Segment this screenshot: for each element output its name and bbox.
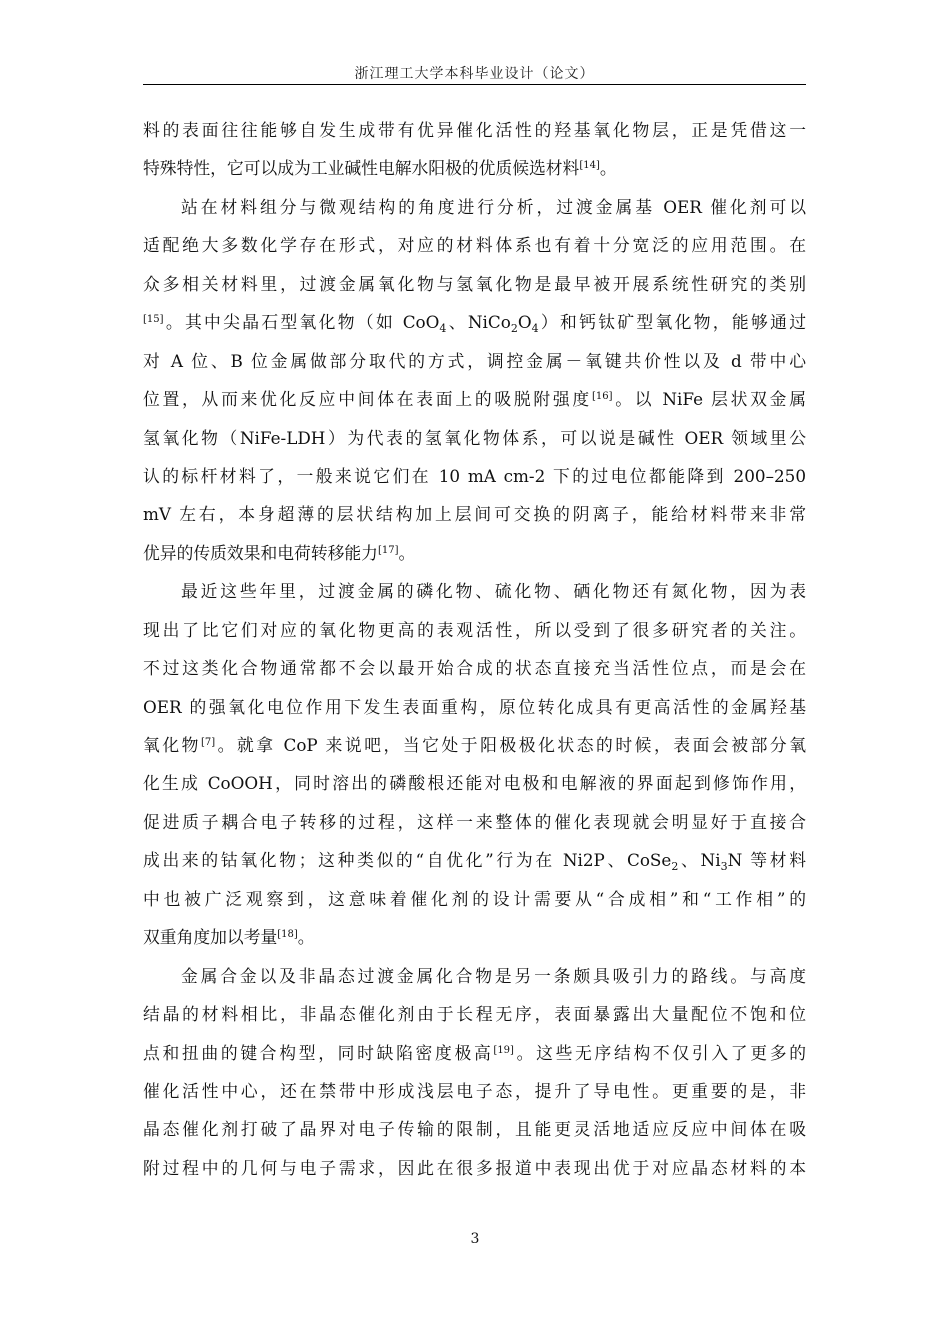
- running-header: 浙江理工大学本科毕业设计（论文）: [354, 66, 595, 82]
- text-line: [143, 572, 806, 610]
- header-rule: [143, 84, 806, 85]
- text-line: [143, 342, 806, 380]
- line-text: 。其中尖晶石型氧化物（如 CoO: [163, 312, 440, 333]
- text-line: [143, 111, 806, 149]
- subscript: 4: [531, 322, 539, 336]
- line-text: ）和钙钛矿型氧化物，能够通过: [538, 312, 806, 333]
- body-text: [143, 111, 806, 1187]
- text-line: [143, 995, 806, 1033]
- text-line: [143, 841, 806, 879]
- text-line: [143, 534, 806, 572]
- line-text: 。: [599, 158, 617, 179]
- line-text: 催化活性中心，还在禁带中形成浅层电子态，提升了导电性。更重要的是，非: [143, 1080, 806, 1101]
- text-line: [143, 149, 806, 187]
- line-text: 成出来的钴氧化物；这种类似的“自优化”行为在 Ni2P、CoSe: [143, 850, 672, 871]
- line-text: 不过这类化合物通常都不会以最开始合成的状态直接充当活性位点，而是会在: [143, 658, 806, 679]
- text-line: [143, 880, 806, 918]
- subscript: 4: [439, 322, 447, 336]
- subscript: 2: [671, 860, 679, 874]
- line-text: 。: [398, 542, 416, 563]
- text-line: [143, 226, 806, 264]
- text-line: [143, 1034, 806, 1072]
- line-text: 附过程中的几何与电子需求，因此在很多报道中表现出优于对应晶态材料的本: [143, 1157, 806, 1178]
- text-line: [143, 265, 806, 303]
- line-text: 晶态催化剂打破了晶界对电子传输的限制，且能更灵活地适应反应中间体在吸: [143, 1119, 806, 1140]
- line-text: 化生成 CoOOH，同时溶出的磷酸根还能对电极和电解液的界面起到修饰作用，: [143, 773, 806, 794]
- text-line: [143, 1149, 806, 1187]
- text-line: [143, 188, 806, 226]
- line-text: 结晶的材料相比，非晶态催化剂由于长程无序，表面暴露出大量配位不饱和位: [143, 1004, 806, 1025]
- line-text: 氧化物: [143, 735, 201, 755]
- citation-ref: [15]: [143, 314, 164, 326]
- line-text: 适配绝大多数化学存在形式，对应的材料体系也有着十分宽泛的应用范围。在: [143, 235, 806, 256]
- citation-ref: [7]: [200, 737, 216, 748]
- line-text: 。以 NiFe 层状双金属: [612, 389, 806, 410]
- subscript: 2: [510, 322, 518, 336]
- text-line: [143, 303, 806, 341]
- line-text: N 等材料: [727, 850, 806, 871]
- line-text: 现出了比它们对应的氧化物更高的表观活性，所以受到了很多研究者的关注。: [143, 619, 806, 640]
- line-text: mV 左右，本身超薄的层状结构加上层间可交换的阴离子，能给材料带来非常: [143, 504, 806, 525]
- line-text: 站在材料组分与微观结构的角度进行分析，过渡金属基 OER 催化剂可以: [181, 196, 806, 217]
- line-text: 位置，从而来优化反应中间体在表面上的吸脱附强度: [143, 389, 592, 410]
- line-text: 。这些无序结构不仅引入了更多的: [513, 1042, 806, 1063]
- text-line: [143, 495, 806, 533]
- text-line: [143, 1072, 806, 1110]
- line-text: 点和扭曲的键合构型，同时缺陷密度极高: [143, 1042, 494, 1063]
- subscript: 3: [720, 860, 728, 874]
- text-line: [143, 918, 806, 956]
- line-text: 优异的传质效果和电荷转移能力: [143, 542, 378, 563]
- text-line: [143, 649, 806, 687]
- citation-ref: [18]: [277, 929, 298, 941]
- line-text: OER 的强氧化电位作用下发生表面重构，原位转化成具有更高活性的金属羟基: [143, 696, 806, 717]
- line-text: 氢氧化物（NiFe-LDH）为代表的氢氧化物体系，可以说是碱性 OER 领域里公: [143, 427, 806, 448]
- line-text: 、Ni: [678, 850, 721, 871]
- page-number: 3: [470, 1231, 480, 1247]
- line-text: O: [517, 312, 532, 333]
- text-line: [143, 803, 806, 841]
- line-text: 金属合金以及非晶态过渡金属化合物是另一条颇具吸引力的路线。与高度: [181, 965, 806, 986]
- line-text: 中也被广泛观察到，这意味着催化剂的设计需要从“合成相”和“工作相”的: [143, 888, 806, 909]
- line-text: 、NiCo: [446, 312, 511, 333]
- text-line: [143, 688, 806, 726]
- citation-ref: [19]: [493, 1044, 514, 1056]
- text-line: [143, 457, 806, 495]
- line-text: 最近这些年里，过渡金属的磷化物、硫化物、硒化物还有氮化物，因为表: [181, 581, 806, 602]
- citation-ref: [16]: [591, 391, 613, 403]
- citation-ref: [14]: [579, 160, 600, 172]
- citation-ref: [17]: [377, 544, 399, 556]
- line-text: 对 A 位、B 位金属做部分取代的方式，调控金属－氧键共价性以及 d 带中心: [143, 350, 806, 371]
- line-text: 众多相关材料里，过渡金属氧化物与氢氧化物是最早被开展系统性研究的类别: [143, 273, 806, 294]
- line-text: 特殊特性，它可以成为工业碱性电解水阳极的优质候选材料: [143, 158, 580, 179]
- line-text: 认的标杆材料了，一般来说它们在 10 mA cm-2 下的过电位都能降到 200–250: [143, 465, 806, 486]
- line-text: 双重角度加以考量: [143, 927, 278, 948]
- line-text: 。: [297, 927, 315, 948]
- text-line: [143, 380, 806, 418]
- text-line: [143, 1110, 806, 1148]
- text-line: [143, 764, 806, 802]
- text-line: [143, 611, 806, 649]
- text-line: [143, 419, 806, 457]
- line-text: 料的表面往往能够自发生成带有优异催化活性的羟基氧化物层，正是凭借这一: [143, 120, 806, 140]
- text-line: [143, 726, 806, 764]
- text-line: [143, 957, 806, 995]
- line-text: 。就拿 CoP 来说吧，当它处于阳极极化状态的时候，表面会被部分氧: [215, 735, 806, 755]
- line-text: 促进质子耦合电子转移的过程，这样一来整体的催化表现就会明显好于直接合: [143, 811, 806, 832]
